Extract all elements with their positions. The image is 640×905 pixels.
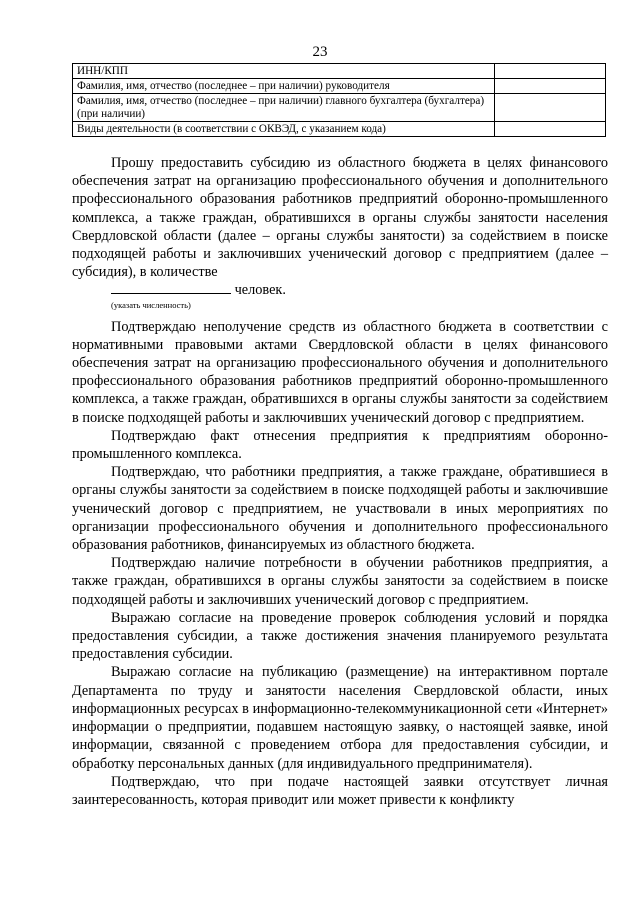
headcount-line	[72, 281, 608, 299]
table-cell-label: ИНН/КПП	[73, 64, 495, 79]
table-cell-value	[495, 79, 606, 94]
headcount-unit: человек.	[234, 282, 286, 299]
page-number: 23	[312, 44, 328, 60]
headcount-blank	[111, 281, 231, 294]
paragraph: Подтверждаю, что при подаче настоящей заявки отсутствует личная заинтересованность, которая приводит или может привести к конфликту	[72, 773, 608, 808]
paragraph: Подтверждаю факт отнесения предприятия к предприятиям оборонно-промышленного комплекса.	[72, 427, 608, 463]
table-cell-label: Фамилия, имя, отчество (последнее – при наличии) руководителя	[73, 79, 495, 94]
table-cell-label: Фамилия, имя, отчество (последнее – при наличии) главного бухгалтера (бухгалтера) (при наличии)	[73, 94, 495, 122]
headcount-hint: (указать численность)	[111, 299, 191, 310]
applicant-info-table	[72, 63, 606, 137]
table-cell-value	[495, 94, 606, 122]
document-body	[72, 154, 608, 809]
paragraph: Подтверждаю неполучение средств из областного бюджета в соответствии с нормативными правовыми актами Свердловской области в целях финансового обеспечения затрат на организацию профессионального обучения и дополнительного профессионального образования работников предприятий оборонно-промышленного комплекса, а также граждан, обратившихся в органы службы занятости за содействием в поиске подходящей работы и заключивших ученический договор с предприятием.	[72, 318, 608, 426]
table-row	[73, 94, 606, 122]
table-cell-value	[495, 122, 606, 137]
table-row	[73, 79, 606, 94]
paragraph: Подтверждаю, что работники предприятия, а также граждане, обратившиеся в органы службы занятости за содействием в поиске подходящей работы и заключившие ученический договор с предприятием, не участвовали в иных мероприятиях по организации профессионального обучения и дополнительного профессионального образования работников, финансируемых из областного бюджета.	[72, 464, 608, 554]
paragraph: Выражаю согласие на публикацию (размещение) на интерактивном портале Департамента по труду и занятости населения Свердловской области, иных информационных ресурсах в информационно-телекоммуникационной сети «Интернет» информации о предприятии, подавшем настоящую заявку, о настоящей заявке, иной информации, связанной с проведением отбора для предоставления субсидии, и обработку персональных данных (для индивидуального предпринимателя).	[72, 664, 608, 772]
paragraph: Выражаю согласие на проведение проверок соблюдения условий и порядка предоставления субсидии, а также достижения значения планируемого результата предоставления субсидии.	[72, 609, 608, 663]
table-row	[73, 64, 606, 79]
table-cell-label: Виды деятельности (в соответствии с ОКВЭД, с указанием кода)	[73, 122, 495, 137]
table-row	[73, 122, 606, 137]
request-paragraph: Прошу предоставить субсидию из областного бюджета в целях финансового обеспечения затрат на организацию профессионального обучения и дополнительного профессионального образования работников предприятий оборонно-промышленного комплекса, а также граждан, обратившихся в органы службы занятости населения Свердловской области (далее – органы службы занятости) за содействием в поиске подходящей работы и заключивших ученический договор с предприятием (далее – субсидия), в количестве	[72, 155, 608, 281]
table-cell-value	[495, 64, 606, 79]
paragraph: Подтверждаю наличие потребности в обучении работников предприятия, а также граждан, обратившихся в органы службы занятости за содействием в поиске подходящей работы и заключивших ученический договор с предприятием.	[72, 555, 608, 608]
